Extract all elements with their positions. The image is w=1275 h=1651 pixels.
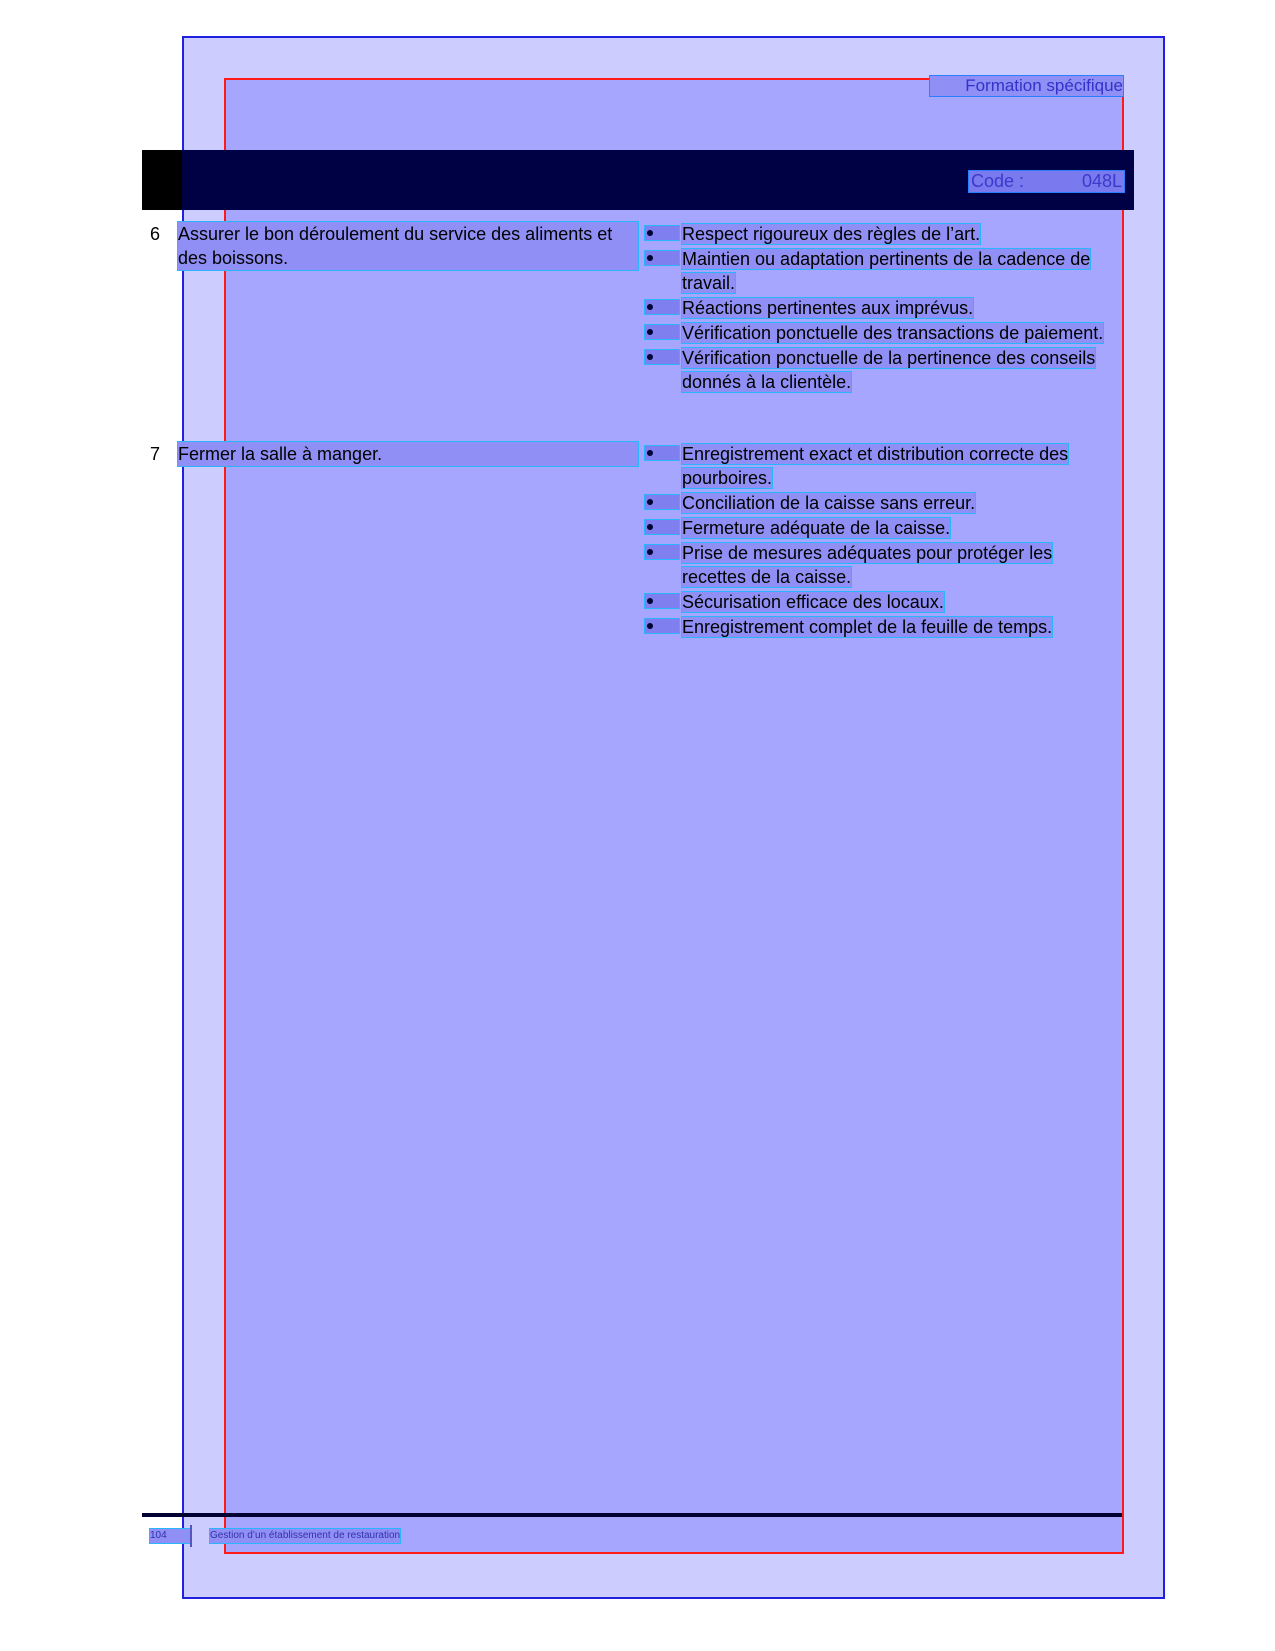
bullet-icon: [645, 619, 679, 633]
criterion-item: [645, 590, 1115, 614]
bullet-icon: [645, 300, 679, 314]
criterion-text: Sécurisation efficace des locaux.: [682, 592, 944, 612]
criterion-item: [645, 296, 1115, 320]
criterion-item: [645, 541, 1115, 589]
bullet-icon: [645, 325, 679, 339]
criterion-text: Vérification ponctuelle de la pertinence des conseils donnés à la clientèle.: [682, 348, 1096, 392]
code-label: Code :: [971, 171, 1025, 191]
bullet-icon: [645, 446, 679, 460]
criteria-list: [645, 442, 1115, 640]
bullet-icon: [645, 350, 679, 364]
bullet-icon: [645, 226, 679, 240]
criterion-text: Vérification ponctuelle des transactions de paiement.: [682, 323, 1104, 343]
competency-number: 7: [150, 444, 161, 464]
criterion-item: [645, 615, 1115, 639]
bullet-icon: [645, 495, 679, 509]
criterion-item: [645, 321, 1115, 345]
bullet-icon: [645, 251, 679, 265]
criterion-item: [645, 222, 1115, 246]
code-box: [969, 171, 1124, 192]
criterion-item: [645, 442, 1115, 490]
criterion-item: [645, 247, 1115, 295]
criterion-item: [645, 516, 1115, 540]
criterion-text: Enregistrement complet de la feuille de temps.: [682, 617, 1053, 637]
page-footer: [150, 1529, 400, 1543]
criterion-text: Maintien ou adaptation pertinents de la cadence de travail.: [682, 249, 1091, 293]
document-title: Gestion d’un établissement de restauration: [210, 1530, 401, 1541]
criterion-item: [645, 346, 1115, 394]
competency-statement: Assurer le bon déroulement du service des aliments et des boissons.: [178, 222, 638, 270]
criterion-text: Conciliation de la caisse sans erreur.: [682, 493, 976, 513]
bullet-icon: [645, 545, 679, 559]
code-value: 048L: [1081, 171, 1122, 191]
competency-number: 6: [150, 224, 161, 244]
bullet-icon: [645, 594, 679, 608]
criterion-text: Respect rigoureux des règles de l’art.: [682, 224, 981, 244]
header-band-cap: [142, 150, 182, 210]
page-number: 104: [150, 1529, 190, 1543]
criterion-text: Réactions pertinentes aux imprévus.: [682, 298, 974, 318]
criterion-item: [645, 491, 1115, 515]
competency-statement: Fermer la salle à manger.: [178, 442, 638, 466]
footer-rule: [142, 1513, 1122, 1517]
bullet-icon: [645, 520, 679, 534]
criterion-text: Enregistrement exact et distribution correcte des pourboires.: [682, 444, 1069, 488]
criterion-text: Fermeture adéquate de la caisse.: [682, 518, 951, 538]
criterion-text: Prise de mesures adéquates pour protéger les recettes de la caisse.: [682, 543, 1053, 587]
running-head: Formation spécifique: [930, 76, 1123, 96]
criteria-list: [645, 222, 1115, 395]
footer-separator: [190, 1525, 192, 1547]
